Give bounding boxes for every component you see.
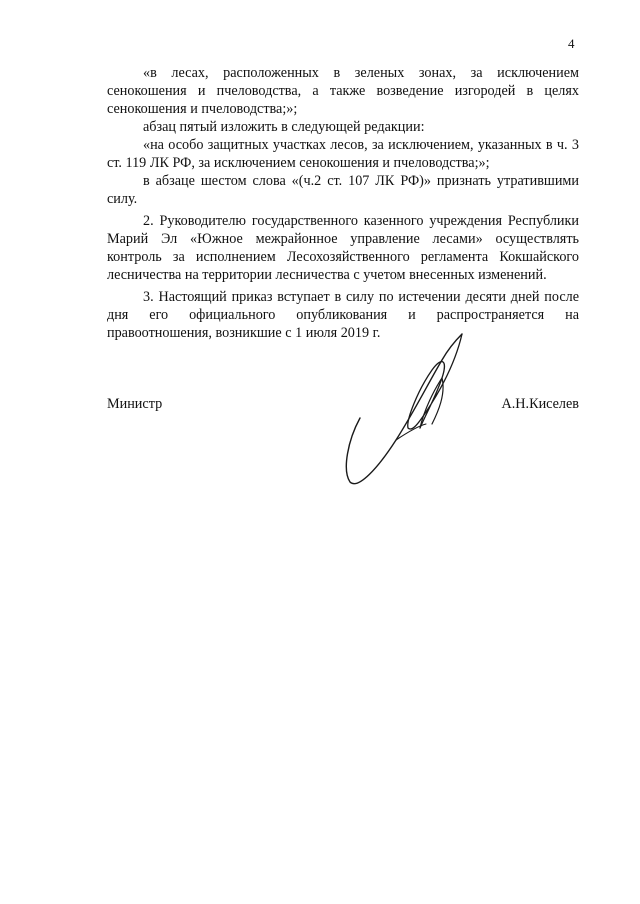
- paragraph-item-2: 2. Руководителю государственного казенного учреждения Республики Марий Эл «Южное межрайонное управление лесами» осуществлять контроль за исполнением Лесохозяйственного регламента Кокшайского лесничества на территории лесничества с учетом внесенных изменений.: [107, 213, 579, 283]
- signer-name: А.Н.Киселев: [501, 396, 579, 412]
- paragraph-green-zones: «в лесах, расположенных в зеленых зонах, за исключением сенокошения и пчеловодства, а также возведение изгородей в целях сенокошения и пчеловодства;»;: [107, 65, 579, 117]
- paragraph-sixth-abzac: в абзаце шестом слова «(ч.2 ст. 107 ЛК РФ)» признать утратившими силу.: [107, 173, 579, 207]
- paragraph-protective-plots: «на особо защитных участках лесов, за исключением, указанных в ч. 3 ст. 119 ЛК РФ, за исключением сенокошения и пчеловодства;»;: [107, 137, 579, 171]
- signer-title: Министр: [107, 396, 163, 412]
- handwritten-signature: [338, 320, 478, 490]
- paragraph-item-3: 3. Настоящий приказ вступает в силу по истечении десяти дней после дня его официального опубликования и распространяется на правоотношения, возникшие с 1 июля 2019 г.: [107, 289, 579, 341]
- page-number: 4: [568, 36, 575, 51]
- document-body: [107, 64, 579, 342]
- paragraph-fifth-abzac: абзац пятый изложить в следующей редакции:: [143, 119, 425, 135]
